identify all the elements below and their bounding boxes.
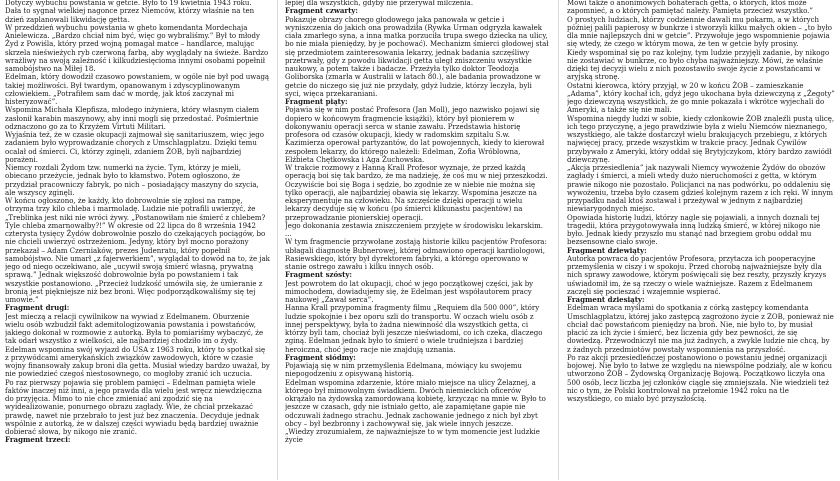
paragraph: „Wiedzy zrozumiałem, że najważniejsze to w tym momencie jest ludzkie życie (285, 428, 540, 445)
paragraph: W przeddzień wybuchu powstania w gheto komendanta Mordechaja Anielewicza. „Bardzo chciał nim być, więc go wybraliśmy.” Był to młody Żyd z Powiśla, który przed wojną pomagał matce – handlarce, malując skrzela nieświeżych ryb czerwoną farbą, aby wyglądały na świeże. Bardzo wrażliwy na swoją zależność i kilkudziesięcioma innymi osobami popełnił samobójstwo na Miłej 18. (5, 23, 269, 73)
text-column-3 (567, 0, 835, 481)
paragraph: Po raz pierwszy pojawia się problem pamięci – Edelman pamięta wiele faktów inaczej niż inni, a jego prawda dla wielu jest wręcz niewdzięczna do przyjęcia. Mimo to nie chce zmieniać ani zgodzić się na wyidealizowanie, ponurnego obrazu zagłady. Wie, że chciał przekazać prawdę, nawet nie przebrało to jest już bez znaczenia. Decyduje jednak wspólnie z autorką, że w dalszej części wywiadu będą bardziej uważnie dobierać słowa, by nikogo nie zranić. (5, 378, 262, 436)
column-3-blocks (567, 0, 835, 247)
section-heading: Fragment szósty: (285, 270, 352, 280)
paragraph: Edelman wspomina swój wyjazd do USA z 1963 roku, który to spotkał się z przywódcami amerykańskich związków zawodowych, które w czasie wojny finansowały zakup broni dla getta. Musiał wiedzy bardzo uważał, by nie powiedzieć czegoś niestosownego, co mogłoby zranić ich uczucia. (5, 345, 270, 379)
section-heading: Fragment drugi: (5, 303, 70, 313)
paragraph: Wspomina niegdy ludzi w sobie, kiedy członkowie ŻOB znaleźli pustą ulicę, ich tego przyczynę, a jego prawdziwie była z wielu Niemców nieznanego, wszystkiego, ale także dostarczył wielu brakujących przebiegu, z których najwięcej pracy, przede wszystkim w trakcie pracy. Jednak Cywilów przybywało z Ameryki, który oddał się Brytyjczykom, który bardzo zawiódł dziewczynę. (567, 114, 835, 164)
section-heading: Fragment piąty: (285, 97, 348, 106)
paragraph: Po raz akcji przesiedleńczej postanowiono o powstaniu jednej organizacji bojowej. Nie było to łatwe ze względu na niewspólne podziały, ale w końcu utworzono ŻOB – Żydowską Organizację Bojową. Początkowo liczyła ona 500 osób, lecz liczba jej członków ciągle się zmniejszała. Nie wiedzieli też nic o tym, że Polski kontrolował na przełomie 1942 roku na tle wszystkiego, co miało być przyszłością. (567, 353, 832, 403)
section-heading: Fragment dziesiąty: (567, 295, 645, 304)
text-column-2 (285, 0, 550, 481)
section-heading: Fragment dziewiąty: (567, 245, 647, 255)
paragraph: Edelman, który dowodził czasowo powstaniem, w ogóle nie był pod uwagą takiej możliwości. Był twardym, opanowanym i zdyscyplinowanym człowiekiem. „Potrafiłem sam dać w mordę, jak ktoś zaczynał mi histeryzować”. (5, 73, 270, 106)
paragraph: Pojawiają się w nim przemyślenia Edelmana, mówiący ku swojemu niepogodzeniu z opisywaną historią. (285, 362, 522, 379)
paragraph: Jego dokonania zestawia zniszczeniem przyjęte w środowisku lekarskim. (285, 221, 544, 230)
paragraph: W trakcie rozmowy z Hanną Krall Profesor wyznaje, że przed każdą operacją boi się tak bardzo, że ma nadzieję, że coś mu w niej przeszkodzi. Oczywiście boi się Boga i sędzie, bo zgodnie ze w niebie nie można się tylko operacji, ale najbardziej obawia się lekarzy. Wspomina jeszcze na eksperymentuje na człowieku. Na szczęście dzięki operacji u wielu lekarzy decyduje się w końcu (po śmierci klikunastu pacjentów) na przeprowadzanie pionierskiej operacji. (285, 164, 548, 222)
paragraph: Niemcy rozdali Żydom tzw. numerki na życie. Tym, którzy je mieli, obiecano przeżycie, jednak było to kłamstwo. Potem ogłoszono, że przydział pracowniczy fabryk, po nich – posiadający maszyny do szycia, ale wszyscy zginęli. (5, 164, 259, 197)
text-column-1 (5, 0, 270, 481)
paragraph: Kiedy wspominał się po raz kolejny, tym ludzie przyjęli zadanie, by nikogo nie zostawiać w bunkrze, co było chyba najważniejszy. Mówi, że właśnie dzięki tej decyzji wielu z nich pozostawiło swoje życie z powstańcami w aryjską stronę. (567, 48, 830, 82)
paragraph: Edelman wraca myślami do spotkania z córką zastępcy komendanta Umschlagplatzu, której jako zastępcą zagrożono życie z ZOB, ponieważ nie chciał dać powstańcom pieniędzy na broń. Nie, nie było to, by musiał płacić za ich życie i śmierć, bez liczenia gdy bez pewności, że się dowiedzą. Przewodniczył nie ma już żadnych, a zwykle ludzie nie chcą, by z żadnych przedmiotów powstały wspomnienia na przyszłość. (567, 304, 834, 354)
paragraph: Wspomina Michała Klepfisza, młodego inżyniera, który własnym ciałem zasłonił karabin maszynowy, aby inni mogli się przedostać. Pośmiertnie odznaczono go za to Krzyżem Virtuti Militari. (5, 106, 260, 131)
paragraph: „Akcja przesiedlenia” jak nazywali Niemcy wywożenie Żydów do obozów zagłady i śmierci, a mieli wtedy dużo nieruchomości z getta, w którym prawie nikogo nie pozostało. Policjanci na nas podwórku, po oddaleniu się wywożeniu, trzeba było czasem gdzieś kolejnym razem z ich ręki. W innym przypadku nadal ktoś zostawał i przeżywał w jednym z najbardziej niewiarygodnych miejsc. (567, 164, 833, 214)
paragraph: Wyjaśnia też, że w czasie okupacji zajmował się sanitariuszem, więc jego zadaniem było wyprowadzanie chorych z Umschlagplatzu. Dzięki temu ocalał od śmierci. Ci, którzy zginęli, zdaniem ŻOB, byli najbardziej porażeni. (5, 131, 264, 164)
section-heading: Fragment czwarty: (285, 6, 358, 16)
paragraph: O prostych ludziach, którzy codziennie dawali mu pokarm, a w których później palili papierosy w bunkrze i stworzyli kilku małych okien – „to było dla mnie najlepszych dni w getcie”. Przywołuje jego wspomnienie pojawia się wtedy, że czego w którym mowa, że ten w getcie były prosiny. (567, 15, 832, 49)
column-divider (277, 0, 278, 480)
paragraph: W tym fragmencie przywołane zostają historie kilku pacjentów Profesora: ubłagali diagnostę Bubnerowej, której odmawiono operacji kardiologowi, Rasiewskiego, który był dyrektorem fabryki, a którego operowano w stanie ostrego zawału i kilku innych osób. (285, 238, 547, 271)
paragraph: Jest powrotem do lat okupacji, choć w jego początkowej części, jak by mimochodem, dowiadujemy się, że Edelman jest współautorem pracy naukowej „Zawał serca”. (285, 279, 534, 304)
paragraph: Pokazuje obrazy chorego głodowego jaka panowała w getcie i wyniszczenia do jakich ona prowadziła (Rywka Urman odgryzła kawałek ciała zmarłego syna, a inna matka porzuciła trupa swego dziecka na ulicy, bo nie miała pieniędzy, by je pochować). Mechanizm śmierci głodowej stał się przedmiotem zainteresowania lekarzy, jednak badania szczęśliwy przetrwały, gdy z powodu likwidacji getta uległ zniszczeniu wszystkie naukowy, a potem także i badacze. Przeżyła tylko doktor Teodozja Goliborska (zmarła w Australii w latach 80.), ale badania prowadzone w getcie do niczego się już nie przydały, gdyż ludzie, którzy leczyła, byli syci, więca przekaraniani. (285, 15, 549, 98)
section-heading: Fragment trzeci: (5, 435, 71, 445)
paragraph: lepiej dla wszystkich, gdyby nie przerywał milczenia. (285, 0, 474, 7)
section-heading: Fragment siódmy: (285, 352, 356, 362)
column-divider (558, 0, 559, 480)
paragraph: Jest mieczą a relacji cywilnikow na wywiad z Edelmanem. Oburzenie wielu osób wzbudził fakt ademitologizowania powstania i powstańców, jakiego dokonał w rozmowie z autorką. Była to pomiariśmy wybaczyć, że tak odarł wszystko z wielkości, ale najbardziej chodziło im o żydy. (5, 312, 264, 346)
paragraph: Mówi także o anonimowych bohaterach getta, o których, ktoś może zapomnieć, a o których pamiętać należy. Pamięta przecież wszystko.” (567, 0, 813, 16)
paragraph: Opowiada historię ludzi, którzy nagle się pojawiali, a innych doznali tej tragedii, która przygotowywała inną ludzką śmierć, w której nikogo nie było. Jednak kiedy przyszło mu stanąć nad brzegiem grobu oddał mu bezsensowne ciało swoje. (567, 213, 821, 247)
paragraph: Pojawia się w nim postać Profesora (Jan Moll), jego nazwisko pojawi się dopiero w końcowym fragmencie książki), który był pionierem w dokonywaniu operacji serca w stanie zawału. Przedstawia historię profesora od czasów okupacji, kiedy w radomskim szpitalu S.w. Kazimierza operował partyzantów, do lat powojennych, kiedy to kierował zespołem lekarzy, do którego należeli: Edelman, Zofia Wróblowna, Elżbieta Chętkowska i Aga Żuchowska. (285, 106, 545, 164)
paragraph: Edelman wspomina zdarzenie, które miało miejsce na ulicy Żelaznej, a którego był mimowolnym świadkiem. Dwóch niemieckich oficerów okrążało na żydowską zamordowaną kobietę, krzycząc na mnie w. Było to jeszcze w czasach, gdy nie istniało getto, ale zapamiętane gapie nie odczuwali żadnego strachu. Jednak zachowanie jednego z nich był zbyt obcy – był bezbronny i zachowywał się, jak wiele innych jeszcze. (285, 378, 546, 428)
paragraph: Ostatni kierowca, który przyjął, w 20 w końcu ŻOB – zamieszkanie „Adama”, który kochał ich, gdyż jego ukochana była dziewczyną z „Żegoty” jego dziewczyną wszystkich, że go mnie pokazała i wkrótce wyjechali do Ameryki, a także się nie mali. (567, 81, 835, 115)
paragraph: Hanna Krall przypomina fragmenty filmu „Requiem dla 500 000”, który ludzie spokojnie i bez oporu szli do transportu. W oczach wielu osób z innej perspektywy, była to żadna niewinność dla wszystkich getta, ci którzy byli tam, chociaż byli jeszcze nieświadomi, co ich czeka, dlaczego zginą. Edelman jednak było to śmierć o wiele trudniejsza i bardziej heroiczna, choć jego racje nie znajdują uznania. (285, 304, 543, 354)
paragraph: W końcu ogłoszono, że każdy, kto dobrowolnie się zgłosi na rampę, otrzyma trzy kilo chleba i marmoladę. Ludzie nie potrafili uwierzyć, że „Treblinka jest niki nie wróci żywy. „Postanowiłam nie śmierć z chlebem? Tyle chleba zmarnowałby?!” W okresie od 22 lipca do 8 września 1942 czterysta tysięcy Żydów dobrowolnie poszło do czekających pociągów, bo nie chcieli uwierzyć ostrzeżeniom. Jedyny, który był mocno porażony przekazał – Adam Czerniaków, prezes Judenratu, który popełnił samobójstwo. Nie umarł „z fajerwerkiem”, wyglądał to dowód na to, że jak jego od niego oczekiwano, ale „ucywił swoją śmierć własną, prywatną sprawą.” Jednak większość dobrowolnie była po powstaniem i tak wszystkie postanowiono. „Przecież ludzkość umówiła się, że umieranie z bronią jest piękniejsze niż bez broni. Więc podporządkowaliśmy się tej umowie.” (5, 197, 270, 304)
paragraph: Dotyczy wybuchu powstania w getcie. Było to 19 kwietnia 1943 roku. Dała to sygnał wielkiej nagonce przez Niemców, którzy właśnie na ten dzień zaplanowali likwidację getta. (5, 0, 255, 24)
paragraph: Autorka powraca do pacjentów Profesora, przytacza ich pooperacyjne przemyślenia w ciszy i w spokoju. Przed chorobą najważniejsze były dla nich sprawy zawodowe, którym poświęcali się bez reszty, przyszły kryzys uświadomił im, że są rzeczy o wiele ważniejsze. Razem z Edelmanem zaczęli się pocieszać i wzajemnie wspierać. (567, 254, 827, 296)
paragraph: ... (285, 230, 292, 238)
